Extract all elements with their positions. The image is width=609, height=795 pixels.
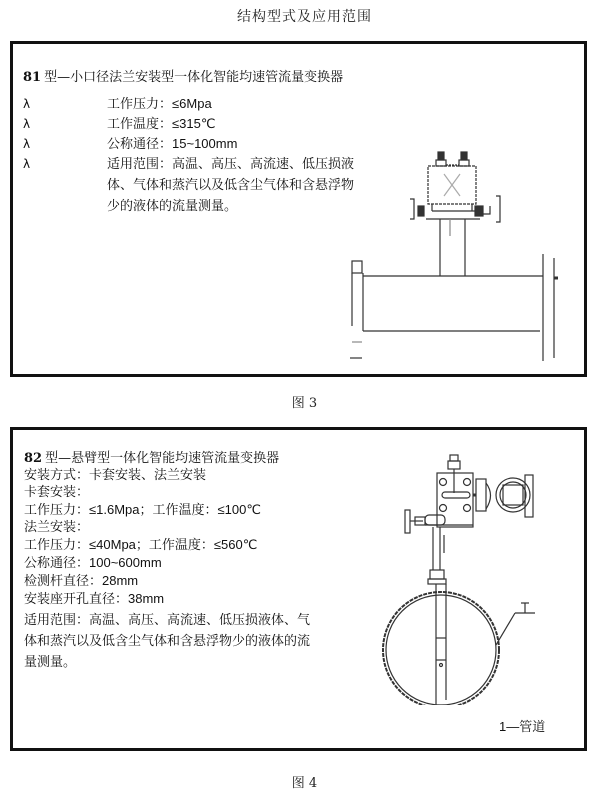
model-number: 81 (23, 70, 42, 85)
spec-line-ferrule-install (24, 484, 319, 501)
section-81-panel (10, 41, 587, 377)
bullet-icon: λ (23, 137, 31, 151)
flange-flowmeter-drawing (340, 136, 585, 371)
spec-label: 卡套安装： (24, 485, 90, 500)
bullet-icon: λ (23, 117, 31, 131)
bullet-icon: λ (23, 97, 31, 111)
spec-label: 适用范围： (107, 157, 173, 172)
spec-value: ≤6Mpa (172, 96, 212, 111)
spec-label: 法兰安装： (24, 520, 90, 535)
spec-value: 100~600mm (89, 555, 162, 570)
application-range: 适用范围：高温、高压、高流速、低压损液体、气体和蒸汽以及低含尘气体和含悬浮物少的液体的流量测量。 (24, 613, 311, 670)
spec-value: ≤315℃ (172, 116, 216, 131)
model-number: 82 (24, 451, 43, 466)
figure-3-caption: 图 3 (291, 396, 318, 411)
figure-4-caption: 图 4 (291, 776, 318, 791)
spec-value: ≤40Mpa；工作温度：≤560℃ (89, 537, 258, 552)
page-title: 结构型式及应用范围 (237, 9, 372, 25)
pipe-legend: 1—管道 (499, 719, 546, 734)
section-81-heading (23, 66, 343, 85)
spec-line-probe-diameter (24, 572, 319, 590)
model-name: 型—小口径法兰安装型一体化智能均速管流量变换器 (44, 70, 344, 85)
spec-value: ≤1.6Mpa；工作温度：≤100℃ (89, 502, 261, 517)
spec-label: 工作压力： (24, 503, 90, 518)
section-82-panel (10, 427, 587, 751)
spec-line-hole-diameter (24, 590, 319, 608)
spec-line-flange-pressure-temp (24, 536, 319, 554)
spec-label: 工作压力： (107, 97, 173, 112)
spec-value: 卡套安装、法兰安装 (89, 468, 207, 483)
bullet-icon: λ (23, 157, 31, 171)
section-82-heading (24, 447, 279, 466)
spec-label: 公称通径： (24, 556, 90, 571)
model-name: 型—悬臂型一体化智能均速管流量变换器 (45, 451, 280, 466)
spec-label: 检测杆直径： (24, 574, 103, 589)
spec-item-application (23, 154, 362, 217)
spec-line-nominal-diameter (24, 554, 319, 572)
spec-value: 28mm (102, 573, 139, 588)
spec-line-install-method (24, 467, 319, 484)
spec-list (23, 94, 362, 217)
spec-label: 安装座开孔直径： (24, 592, 129, 607)
spec-value: 38mm (128, 591, 165, 606)
spec-lines (24, 467, 319, 673)
spec-line-ferrule-pressure-temp (24, 501, 319, 519)
spec-item-pressure (23, 94, 362, 114)
spec-label: 工作压力： (24, 538, 90, 553)
spec-item-temperature (23, 114, 362, 134)
spec-value: 15~100mm (172, 136, 238, 151)
spec-label: 公称通径： (107, 137, 173, 152)
spec-label: 工作温度： (107, 117, 173, 132)
spec-item-nominal-diameter (23, 134, 362, 154)
cantilever-flowmeter-drawing (365, 445, 580, 705)
spec-value: 高温、高压、高流速、低压损液体、气体和蒸汽以及低含尘气体和含悬浮物少的液体的流量测量。 (107, 157, 355, 214)
spec-label: 安装方式： (24, 468, 90, 483)
spec-line-flange-install (24, 519, 319, 536)
